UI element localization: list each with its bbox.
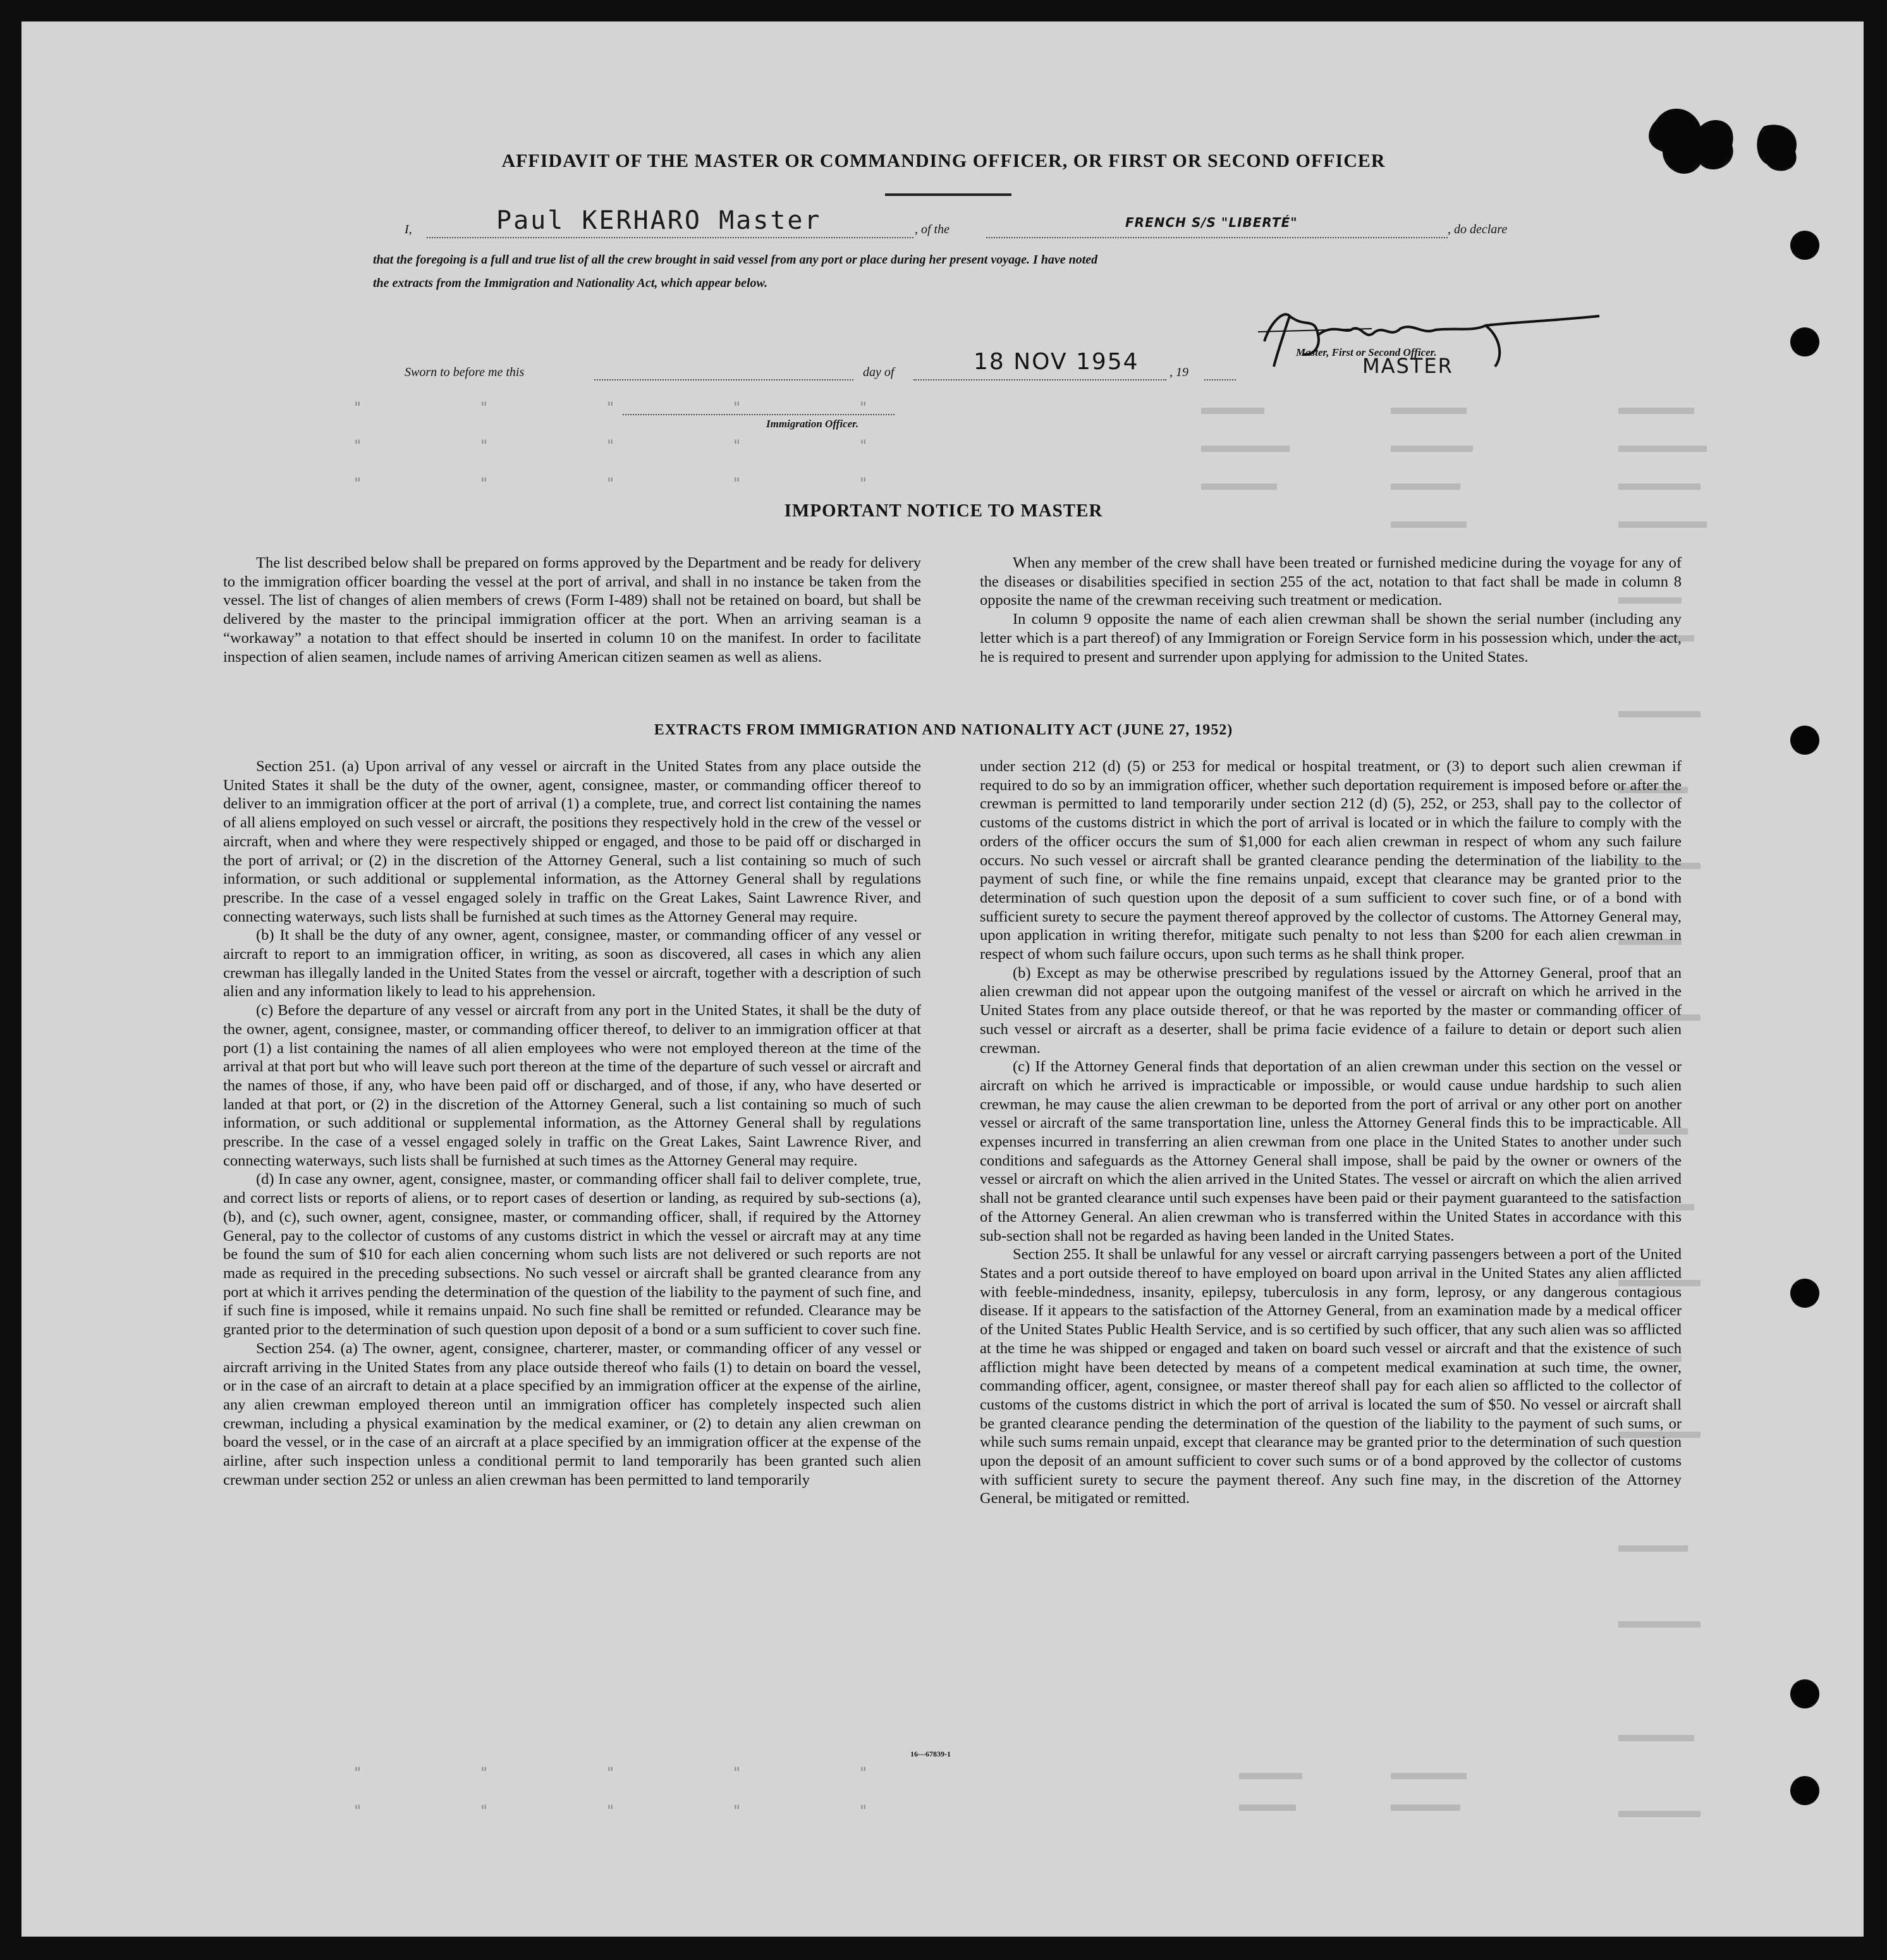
section-251-a: Section 251. (a) Upon arrival of any vessel or aircraft in the United States from any place outside the United States it shall be the duty of the owner, agent, consignee, master, or commanding officer thereof to deliver to an immigration officer at the port of arrival (1) a complete, true, and correct list containing the names of all aliens employed on such vessel or aircraft, the positions they respectively hold in the crew of the vessel or aircraft, when and where they were respectively shipped or engaged, and those to be paid off or discharged in the port of arrival; or (2) in the discretion of the Attorney General, such a list containing so much of such information, or such additional or supplemental information, as the Attorney General shall by regulations prescribe. In the case of a vessel engaged solely in traffic on the Great Lakes, Saint Lawrence River, and connecting waterways, such lists shall be furnished at such times as the Attorney General may require. [223, 758, 921, 925]
name-line [427, 237, 913, 238]
form-number: 16—67839-1 [910, 1750, 951, 1758]
declaration-line-1: that the foregoing is a full and true list of all the crew brought in said vessel from any port or place during her present voyage. I have noted [373, 253, 1098, 267]
svg-text:": " [354, 1802, 362, 1820]
section-254-b: (b) Except as may be otherwise prescribed by regulations issued by the Attorney General, proof that an alien crewman did not appear upon the outgoing manifest of the vessel or aircraft on which he arrived in the United States from any place outside thereof, or that he was reported by the master or commanding officer of such vessel or aircraft as a deserter, shall be prima facie evidence of a failure to detain or deport such alien crewman. [980, 964, 1682, 1057]
svg-text:": " [607, 437, 614, 454]
sworn-label: Sworn to before me this [405, 365, 525, 379]
year-label: , 19 [1169, 365, 1188, 379]
of-the-label: , of the [915, 222, 950, 236]
section-251-b: (b) It shall be the duty of any owner, agent, consignee, master, or commanding officer of any vessel or aircraft to report to an immigration officer, in writing, as soon as discovered, all cases in which any alien crewman has illegally landed in the United States from the vessel or aircraft, together with a description of such alien and any information likely to lead to his apprehension. [223, 927, 921, 1001]
immigration-officer-caption: Immigration Officer. [766, 418, 859, 430]
svg-text:": " [733, 1802, 741, 1820]
master-name-handwritten: Paul KERHARO Master [496, 206, 822, 235]
sworn-day-line [594, 379, 853, 380]
svg-text:": " [354, 1764, 362, 1782]
svg-text:": " [354, 437, 362, 454]
do-declare-label: , do declare [1448, 222, 1508, 236]
punch-hole [1790, 1776, 1819, 1805]
day-of-label: day of [863, 365, 895, 379]
section-251-d: (d) In case any owner, agent, consignee, master, or commanding officer shall fail to deliver complete, true, and correct lists or reports of aliens, or to report cases of desertion or landing, as required by sub-sections (a), (b), and (c), such owner, agent, consignee, master, or commanding officer, shall, if required by the Attorney General, pay to the collector of customs of any customs district in which the vessel or aircraft may at any time be found the sum of $10 for each alien concerning whom such lists are not delivered or such reports are not made as required in the preceding subsections. No such vessel or aircraft shall be granted clearance from any port at which it arrives pending the determination of the question of the liability to the payment of such fine, and if such fine is imposed, while it remains unpaid. No such fine shall be remitted or refunded. Clearance may be granted prior to the determination of such question upon deposit of a bond or a sum sufficient to cover such fine. [223, 1171, 921, 1339]
svg-text:": " [607, 475, 614, 492]
svg-text:": " [607, 1764, 614, 1782]
notice-right-paragraph-1: When any member of the crew shall have been treated or furnished medicine during the voyage for any of the diseases or disabilities specified in section 255 of the act, notation to that fact shall be made in column 8 opposite the name of the crewman receiving such treatment or medication. [980, 554, 1682, 609]
declaration-line-2: the extracts from the Immigration and Nationality Act, which appear below. [373, 276, 768, 290]
section-254-a: Section 254. (a) The owner, agent, consignee, charterer, master, or commanding officer of any vessel or aircraft arriving in the United States from any place outside thereof who fails (1) to detain on board the vessel, or in the case of an aircraft to detain at a place specified by an immigration officer at the expense of the airline, any alien crewman employed thereon until an immigration officer has completely inspected such alien crewman, including a physical examination by the medical examiner, or (2) to detain any alien crewman on board the vessel, or in the case of an aircraft at a place specified by an immigration officer at the expense of the airline, after such inspection unless a conditional permit to land temporarily has been granted such alien crewman under section 252 or unless an alien crewman has been permitted to land temporarily [223, 1339, 921, 1488]
affidavit-title: AFFIDAVIT OF THE MASTER OR COMMANDING OFFICER, OR FIRST OR SECOND OFFICER [501, 150, 1386, 171]
punch-hole [1790, 327, 1819, 356]
svg-text:": " [480, 437, 488, 454]
svg-text:": " [860, 399, 867, 417]
i-label: I, [405, 222, 412, 236]
notice-right-column [980, 554, 1682, 666]
extracts-title: EXTRACTS FROM IMMIGRATION AND NATIONALITY ACT (JUNE 27, 1952) [654, 722, 1233, 738]
svg-text:": " [860, 1764, 867, 1782]
svg-text:": " [860, 437, 867, 454]
master-caption: Master, First or Second Officer. [1296, 346, 1437, 358]
svg-text:": " [354, 475, 362, 492]
month-line [913, 379, 1166, 380]
punch-hole [1790, 1679, 1819, 1708]
svg-text:": " [733, 437, 741, 454]
notice-left-paragraph: The list described below shall be prepared on forms approved by the Department and be ready for delivery to the immigration officer boarding the vessel at the port of arrival, and shall in no instance be taken from the vessel. The list of changes of alien members of crews (Form I-489) shall not be retained on board, but shall be delivered by the master to the principal immigration officer at the port. When an arriving seaman is a “workaway” a notation to that effect should be inserted in column 10 on the manifest. In order to facilitate inspection of alien seamen, include names of arriving American citizen seamen as well as aliens. [223, 554, 921, 666]
officer-line [623, 414, 895, 415]
svg-text:": " [607, 1802, 614, 1820]
title-rule [885, 193, 1011, 196]
punch-hole [1790, 1279, 1819, 1308]
date-stamp: 18 NOV 1954 [974, 349, 1139, 375]
svg-text:": " [607, 399, 614, 417]
svg-text:": " [860, 1802, 867, 1820]
notice-title: IMPORTANT NOTICE TO MASTER [784, 501, 1103, 521]
year-line [1204, 379, 1236, 380]
svg-text:": " [733, 1764, 741, 1782]
vessel-name-typed: FRENCH S/S "LIBERTÉ" [1125, 215, 1298, 230]
notice-left-column [223, 554, 921, 666]
svg-text:": " [480, 399, 488, 417]
svg-text:": " [860, 475, 867, 492]
master-stamp: MASTER [1362, 354, 1453, 378]
ink-blot [1644, 95, 1821, 196]
section-251-c: (c) Before the departure of any vessel or aircraft from any port in the United States, it shall be the duty of the owner, agent, consignee, master, or commanding officer thereof, to deliver to an immigration officer at that port (1) a list containing the names of all alien employees who were not employed thereon at the time of the arrival at that port but who will leave such port thereon at the time of the departure of such vessel or aircraft and the names of those, if any, who have been paid off or discharged, and of those, if any, who have deserted or landed at that port, or (2) in the discretion of the Attorney General, such a list containing so much of such information, or such additional or supplemental information, as the Attorney General shall by regulations prescribe. In the case of a vessel engaged solely in traffic on the Great Lakes, Saint Lawrence River, and connecting waterways, such lists shall be furnished at such times as the Attorney General may require. [223, 1002, 921, 1169]
section-254-c: (c) If the Attorney General finds that deportation of an alien crewman under this section on the vessel or aircraft on which he arrived is impracticable or impossible, or would cause undue hardship to such alien crewman, he may cause the alien crewman to be deported from the port of arrival or any other port on another vessel or aircraft of the same transportation line, unless the Attorney General finds this to be impracticable. All expenses incurred in transferring an alien crewman from one place in the United States to another under such conditions and safeguards as the Attorney General shall impose, shall be paid by the owner or owners of the vessel or aircraft on which the alien arrived in the United States. The vessel or aircraft on which the alien arrived shall not be granted clearance until such expenses have been paid or their payment guaranteed to the satisfaction of the Attorney General. An alien crewman who is transferred within the United States in accordance with this sub-section shall not be regarded as having been landed in the United States. [980, 1058, 1682, 1245]
svg-text:": " [354, 399, 362, 417]
extracts-left-column [223, 757, 921, 1489]
svg-text:": " [733, 399, 741, 417]
section-255: Section 255. It shall be unlawful for any vessel or aircraft carrying passengers between a port of the United States and a port outside thereof to have employed on board upon arrival in the United States any alien afflicted with feeble-mindedness, insanity, epilepsy, tuberculosis in any form, leprosy, or any dangerous contagious disease. If it appears to the satisfaction of the Attorney General, from an examination made by a medical officer of the United States Public Health Service, and is so certified by such officer, that any such alien was so afflicted at the time he was shipped or engaged and taken on board such vessel or aircraft and that the existence of such affliction might have been detected by means of a competent medical examination at such time, the owner, commanding officer, agent, consignee, or master thereof shall pay for each alien so afflicted to the collector of customs of the customs district in which the port of arrival is located the sum of $50. No vessel or aircraft shall be granted clearance pending the determination of the question of the liability to the payment of such sums, or while such sums remain unpaid, except that clearance may be granted prior to the determination of such question upon the deposit of an amount sufficient to cover such sums or of a bond approved by the collector of customs with sufficient surety to secure the payment thereof. Any such fine may, in the discretion of the Attorney General, be mitigated or remitted. [980, 1246, 1682, 1507]
punch-hole [1790, 231, 1819, 260]
svg-text:": " [480, 475, 488, 492]
svg-text:": " [733, 475, 741, 492]
section-254-a-continued: under section 212 (d) (5) or 253 for medical or hospital treatment, or (3) to deport such alien crewman if required to do so by an immigration officer, whether such deportation requirement is imposed before or after the crewman is permitted to land temporarily under section 212 (d) (5), 252, or 253, shall pay to the collector of customs of the customs district in which the port of arrival is located or in which the failure to comply with the orders of the officer occurs the sum of $1,000 for each alien crewman in respect of whom any such failure occurs. No such vessel or aircraft shall be granted clearance pending the determination of the liability to the payment of such fine, or while the fine remains unpaid, except that clearance may be granted prior to the determination of such question upon the deposit of a sum sufficient to cover such fine, or of a bond with sufficient surety to secure the payment thereof approved by the collector of customs. The Attorney General may, upon application in writing therefor, mitigate such penalty to not less than $200 for each alien crewman in respect of whom such failure occurs, upon such terms as he shall think proper. [980, 758, 1682, 963]
notice-right-paragraph-2: In column 9 opposite the name of each alien crewman shall be shown the serial number (including any letter which is a part thereof) of any Immigration or Foreign Service form in his possession which, under the act, he is required to present and surrender upon applying for admission to the United States. [980, 611, 1682, 666]
extracts-right-column [980, 757, 1682, 1508]
svg-text:": " [480, 1764, 488, 1782]
svg-text:": " [480, 1802, 488, 1820]
vessel-line [986, 237, 1448, 238]
